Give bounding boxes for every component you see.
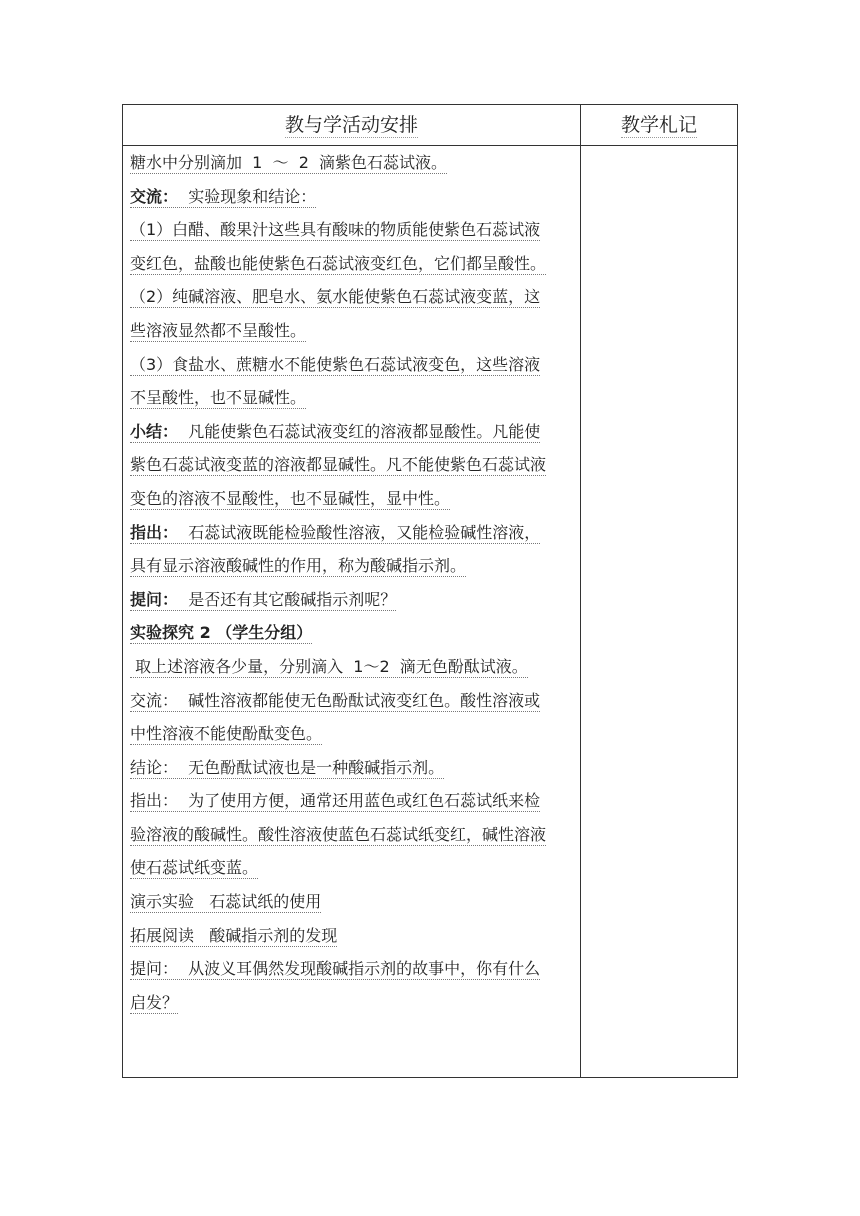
line-text: 石蕊试液既能检验酸性溶液，又能检验碱性溶液， xyxy=(178,522,541,542)
text-line-content xyxy=(130,489,450,510)
text-line-content xyxy=(130,153,447,174)
text-line xyxy=(130,146,574,180)
line-label: 提问： xyxy=(130,589,179,609)
text-line xyxy=(130,549,574,583)
line-text: （2）纯碱溶液、肥皂水、氨水能使紫色石蕊试液变蓝，这 xyxy=(130,287,541,307)
text-line-content xyxy=(130,388,306,409)
text-line xyxy=(130,784,574,818)
text-line xyxy=(130,516,574,550)
text-line-content xyxy=(130,523,540,544)
line-text: 中性溶液不能使酚酞变色。 xyxy=(130,724,323,744)
text-line xyxy=(130,650,574,684)
text-line xyxy=(130,348,574,382)
line-text: 是否还有其它酸碱指示剂呢？ xyxy=(178,589,397,609)
line-text: （3）食盐水、蔗糖水不能使紫色石蕊试液变色，这些溶液 xyxy=(130,354,541,374)
text-line-content xyxy=(130,422,540,443)
text-line-content xyxy=(130,791,540,812)
text-line xyxy=(130,885,574,919)
text-line xyxy=(130,717,574,751)
header-activities xyxy=(123,105,581,146)
text-line-content xyxy=(130,287,540,308)
line-text: 拓展阅读 酸碱指示剂的发现 xyxy=(130,925,338,945)
text-line-content xyxy=(130,657,528,678)
line-text: 取上述溶液各少量，分别滴入 1～2 滴无色酚酞试液。 xyxy=(130,656,528,676)
text-line xyxy=(130,952,574,986)
text-line xyxy=(130,280,574,314)
line-text: 验溶液的酸碱性。酸性溶液使蓝色石蕊试纸变红，碱性溶液 xyxy=(130,824,547,844)
text-line-content xyxy=(130,691,540,712)
line-text: 使石蕊试纸变蓝。 xyxy=(130,858,259,878)
text-line-content xyxy=(130,254,546,275)
text-line-content xyxy=(130,858,258,879)
line-label: 指出： xyxy=(130,522,179,542)
text-line-content xyxy=(130,623,312,644)
line-text: 具有显示溶液酸碱性的作用，称为酸碱指示剂。 xyxy=(130,556,467,576)
text-line-content xyxy=(130,959,540,980)
text-line-content xyxy=(130,355,540,376)
text-line-content xyxy=(130,758,444,779)
text-line-content xyxy=(130,187,316,208)
text-line-content xyxy=(130,892,321,913)
table-body-row xyxy=(123,146,738,1078)
line-text: 实验现象和结论： xyxy=(178,186,317,206)
line-text: （1）白醋、酸果汁这些具有酸味的物质能使紫色石蕊试液 xyxy=(130,220,541,240)
text-line xyxy=(130,583,574,617)
lesson-plan-table xyxy=(122,104,738,1078)
header-notes-label: 教学札记 xyxy=(620,113,697,136)
text-line xyxy=(130,482,574,516)
line-text: 结论： 无色酚酞试液也是一种酸碱指示剂。 xyxy=(130,757,445,777)
line-text: 变红色，盐酸也能使紫色石蕊试液变红色，它们都呈酸性。 xyxy=(130,253,547,273)
text-line-content xyxy=(130,590,396,611)
line-text: 不呈酸性，也不显碱性。 xyxy=(130,388,307,408)
text-line xyxy=(130,616,574,650)
activities-cell xyxy=(123,146,581,1078)
text-line xyxy=(130,180,574,214)
text-line-content xyxy=(130,724,322,745)
line-label: 小结： xyxy=(130,421,179,441)
line-text: 紫色石蕊试液变蓝的溶液都显碱性。凡不能使紫色石蕊试液 xyxy=(130,455,547,475)
notes-cell xyxy=(581,146,738,1078)
text-line-content xyxy=(130,993,178,1014)
text-line xyxy=(130,415,574,449)
text-line xyxy=(130,751,574,785)
line-text: 演示实验 石蕊试纸的使用 xyxy=(130,892,322,912)
text-line-content xyxy=(130,556,466,577)
line-label: 实验探究 2 （学生分组） xyxy=(130,623,313,643)
activities-content xyxy=(123,146,580,1019)
text-line xyxy=(130,986,574,1020)
header-activities-label: 教与学活动安排 xyxy=(284,113,418,136)
table-header-row xyxy=(123,105,738,146)
line-text: 糖水中分别滴加 1 ～ 2 滴紫色石蕊试液。 xyxy=(130,153,448,172)
text-line-content xyxy=(130,455,546,476)
line-text: 启发？ xyxy=(130,992,179,1012)
line-text: 变色的溶液不显酸性，也不显碱性，显中性。 xyxy=(130,488,451,508)
text-line-content xyxy=(130,321,306,342)
line-text: 些溶液显然都不呈酸性。 xyxy=(130,320,307,340)
text-line-content xyxy=(130,220,540,241)
line-text: 指出： 为了使用方便，通常还用蓝色或红色石蕊试纸来检 xyxy=(130,791,541,811)
text-line xyxy=(130,247,574,281)
text-line-content xyxy=(130,926,337,947)
line-text: 提问： 从波义耳偶然发现酸碱指示剂的故事中，你有什么 xyxy=(130,959,541,979)
text-line xyxy=(130,919,574,953)
text-line xyxy=(130,448,574,482)
header-notes xyxy=(581,105,738,146)
text-line xyxy=(130,381,574,415)
line-text: 凡能使紫色石蕊试液变红的溶液都显酸性。凡能使 xyxy=(178,421,541,441)
text-line xyxy=(130,851,574,885)
text-line xyxy=(130,213,574,247)
text-line xyxy=(130,818,574,852)
line-label: 交流： xyxy=(130,186,179,206)
text-line xyxy=(130,684,574,718)
text-line-content xyxy=(130,825,546,846)
text-line xyxy=(130,314,574,348)
line-text: 交流： 碱性溶液都能使无色酚酞试液变红色。酸性溶液或 xyxy=(130,690,541,710)
